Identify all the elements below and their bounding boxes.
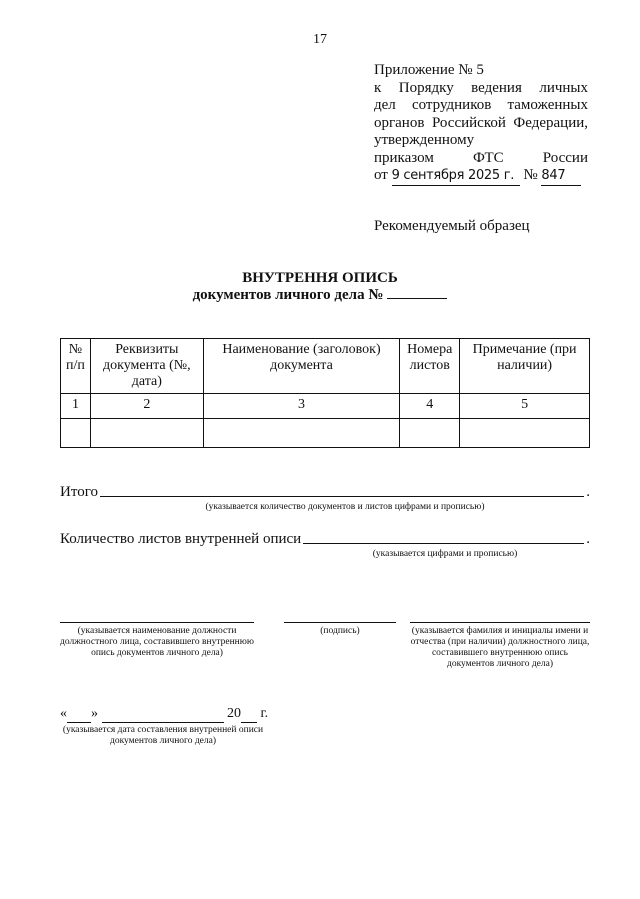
appendix-line-4: органов Российской Федерации, [374, 114, 588, 131]
inventory-table [60, 338, 590, 448]
name-signature [410, 622, 590, 670]
month-blank [102, 706, 224, 723]
appendix-header [374, 62, 588, 186]
column-number: 5 [460, 394, 590, 419]
total-block: Итого . (указывается количество документов и листов цифрами и прописью) [60, 484, 590, 512]
total-label: Итого [60, 484, 98, 500]
number-prefix: № [523, 167, 538, 183]
table-cell [400, 419, 460, 448]
appendix-line-3: дел сотрудников таможенных [374, 97, 588, 113]
sheets-count-label: Количество листов внутренней описи [60, 531, 302, 547]
sheets-count-block: Количество листов внутренней описи . (указывается цифрами и прописью) [60, 531, 590, 559]
total-caption: (указывается количество документов и листов цифрами и прописью) [205, 502, 485, 512]
date-caption: (указывается дата составления внутренней описи документов личного дела) [62, 725, 264, 746]
table-row [61, 419, 590, 448]
column-number: 3 [203, 394, 400, 419]
subtitle-text: документов личного дела № [192, 287, 384, 303]
column-number: 1 [61, 394, 91, 419]
total-fill-line [100, 495, 584, 497]
table-header-row [61, 339, 590, 394]
signature-line [284, 622, 396, 623]
column-number: 2 [90, 394, 203, 419]
day-blank [67, 706, 91, 723]
table-cell [460, 419, 590, 448]
table-header: № п/п [61, 339, 91, 394]
column-number: 4 [400, 394, 460, 419]
order-date-handwritten: 9 сентября 2025 г. [392, 167, 520, 186]
from-prefix: от [374, 167, 388, 183]
appendix-line-5: утвержденному [374, 132, 475, 148]
position-caption: (указывается наименование должности должностного лица, составившего внутреннюю опись документов личного дела) [60, 626, 254, 658]
sheets-count-fill-line [303, 542, 584, 544]
table-header: Примечание (при наличии) [460, 339, 590, 394]
sheets-count-caption: (указывается цифрами и прописью) [372, 549, 518, 559]
document-title: ВНУТРЕННЯ ОПИСЬ [242, 270, 398, 286]
position-line [60, 622, 254, 623]
appendix-line-6: приказом ФТС России [374, 149, 588, 166]
year-blank [241, 706, 257, 723]
order-date-line [374, 167, 588, 186]
signature-caption: (подпись) [320, 626, 360, 636]
date-block: « » 20 г. (указывается дата составления внутренней описи документов личного дела) [60, 706, 269, 746]
table-header: Реквизиты документа (№, дата) [90, 339, 203, 394]
order-number-handwritten: 847 [541, 167, 581, 186]
position-signature [60, 622, 254, 659]
signature-field [284, 622, 396, 637]
document-subtitle [0, 287, 640, 304]
table-header: Наименование (заголовок) документа [203, 339, 400, 394]
table-cell [203, 419, 400, 448]
appendix-line-1: Приложение № 5 [374, 62, 484, 78]
name-caption: (указывается фамилия и инициалы имени и отчества (при наличии) должностного лица, составившего внутреннюю опись документов личного дела) [410, 626, 590, 669]
table-number-row [61, 394, 590, 419]
appendix-line-2: к Порядку ведения личных [374, 79, 588, 96]
page-number: 17 [313, 32, 327, 47]
table-cell [90, 419, 203, 448]
case-number-blank [387, 298, 447, 299]
name-line [410, 622, 590, 623]
recommended-sample: Рекомендуемый образец [374, 218, 530, 234]
table-header: Номера листов [400, 339, 460, 394]
table-cell [61, 419, 91, 448]
